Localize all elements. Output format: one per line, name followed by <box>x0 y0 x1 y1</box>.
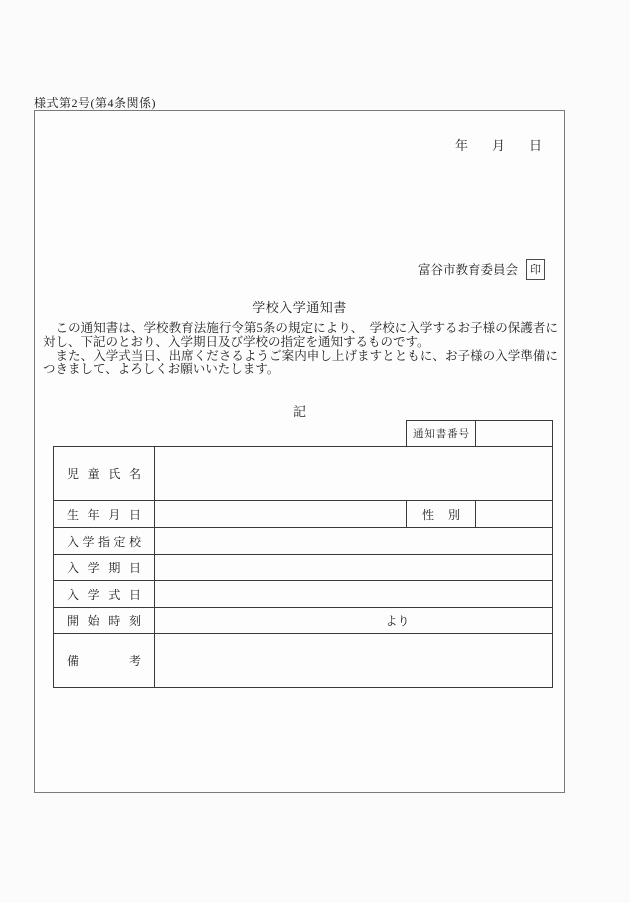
date-year-label: 年 <box>454 137 468 153</box>
body-paragraph-2: また、入学式当日、出席くださるようご案内申し上げますとともに、お子様の入学準備につきまして、よろしくお願いいたします。 <box>43 348 558 377</box>
enrollment-date-label: 入学期日 <box>54 555 155 581</box>
designated-school-label: 入学指定校 <box>54 528 155 555</box>
start-time-field: より <box>155 608 553 634</box>
birth-date-field <box>155 501 407 528</box>
body-paragraph-1: この通知書は、学校教育法施行令第5条の規定により、 学校に入学するお子様の保護者に対し、下記のとおり、入学期日及び学校の指定を通知するものです。 <box>43 321 558 349</box>
record-marker: 記 <box>292 404 306 419</box>
child-name-field <box>155 447 553 501</box>
date-month-label: 月 <box>491 137 505 153</box>
notice-number-field <box>476 421 553 447</box>
remarks-field <box>155 634 553 688</box>
table-row <box>54 555 553 581</box>
date-day-label: 日 <box>528 137 542 153</box>
remarks-label: 備考 <box>54 634 155 688</box>
table-row <box>54 528 553 555</box>
gender-label: 性別 <box>407 501 476 528</box>
designated-school-field <box>155 528 553 555</box>
form-number-label: 様式第2号(第4条関係) <box>34 96 156 110</box>
seal-mark: 印 <box>526 259 545 280</box>
enrollment-date-field <box>155 555 553 581</box>
table-row <box>54 634 553 688</box>
table-row <box>54 608 553 634</box>
table-row <box>54 501 553 528</box>
notice-number-label: 通知書番号 <box>407 421 476 447</box>
notice-number-table <box>406 420 553 447</box>
ceremony-date-field <box>155 581 553 608</box>
gender-field <box>476 501 553 528</box>
table-row <box>407 421 553 447</box>
child-name-label: 児童氏名 <box>54 447 155 501</box>
table-row <box>54 447 553 501</box>
table-row <box>54 581 553 608</box>
date-line <box>35 135 564 153</box>
enrollment-table <box>53 446 553 688</box>
document-title: 学校入学通知書 <box>252 300 347 315</box>
birth-date-label: 生年月日 <box>54 501 155 528</box>
issuer-name: 富谷市教育委員会 <box>417 263 518 277</box>
issuer-line <box>35 258 564 280</box>
body-text <box>43 322 558 377</box>
document-border-box <box>34 110 565 793</box>
ceremony-date-label: 入学式日 <box>54 581 155 608</box>
start-time-label: 開始時刻 <box>54 608 155 634</box>
